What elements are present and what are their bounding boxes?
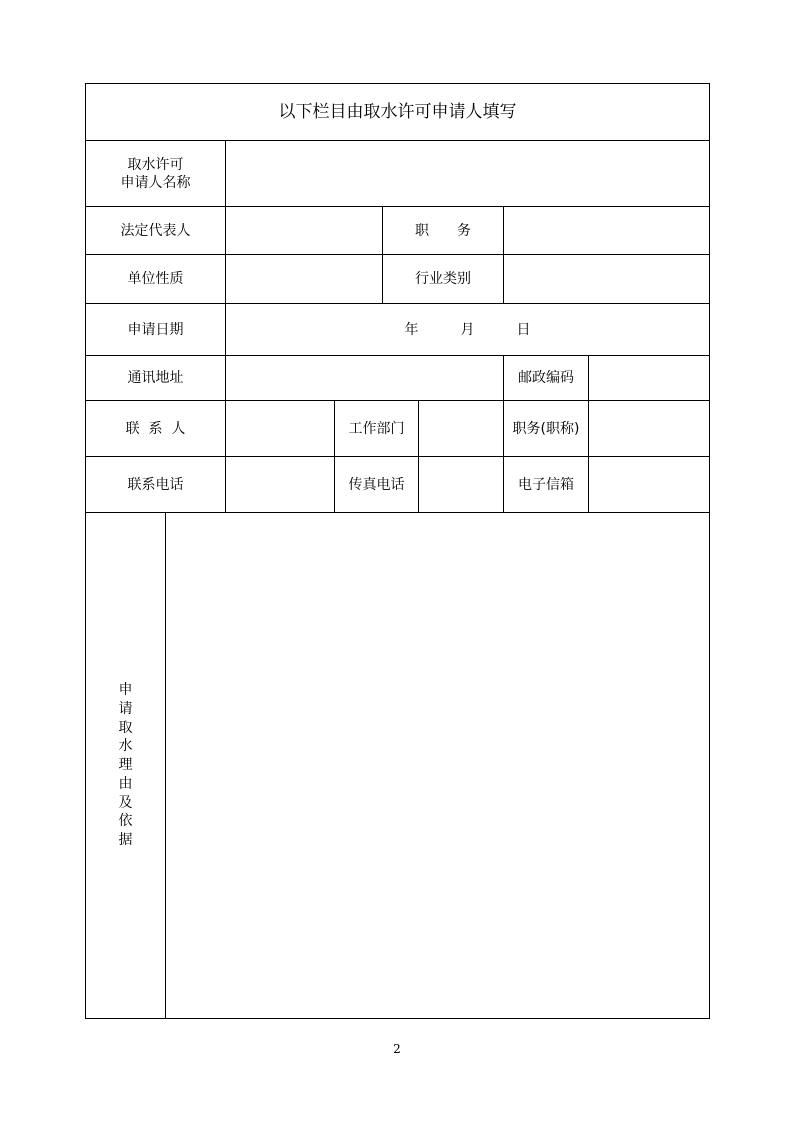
unit-nature-field[interactable] [226, 255, 382, 303]
legal-rep-field[interactable] [226, 207, 382, 254]
email-field[interactable] [589, 457, 709, 512]
reason-char: 申 [118, 682, 133, 699]
reason-char: 由 [118, 775, 133, 792]
form-title: 以下栏目由取水许可申请人填写 [278, 102, 517, 122]
reason-char: 请 [118, 701, 133, 718]
reason-char: 依 [118, 813, 133, 830]
legal-rep-label: 法定代表人 [120, 222, 191, 239]
address-label: 通讯地址 [127, 370, 184, 386]
phone-label: 联系电话 [127, 476, 184, 493]
title-rank-label: 职务(职称) [512, 420, 580, 437]
industry-field[interactable] [504, 255, 709, 303]
applicant-name-label [86, 141, 225, 206]
unit-nature-label: 单位性质 [127, 271, 184, 287]
fax-label: 传真电话 [348, 476, 405, 493]
reason-char: 水 [118, 738, 133, 755]
applicant-name-label-line2: 申请人名称 [120, 174, 191, 191]
industry-label: 行业类别 [415, 271, 471, 287]
reason-char: 取 [118, 719, 133, 736]
contact-field[interactable] [226, 401, 334, 456]
contact-label: 联 系 人 [125, 420, 186, 437]
department-label: 工作部门 [348, 420, 405, 437]
position-label: 职 务 [415, 222, 471, 239]
reason-char: 及 [118, 794, 133, 811]
applicant-name-field[interactable] [226, 141, 709, 206]
address-field[interactable] [226, 356, 503, 400]
phone-field[interactable] [226, 457, 334, 512]
reason-char: 理 [118, 757, 133, 774]
apply-date-label: 申请日期 [127, 321, 184, 338]
apply-date-field[interactable]: 年 月 日 [404, 321, 531, 338]
department-field[interactable] [419, 401, 503, 456]
postcode-label: 邮政编码 [518, 370, 574, 386]
title-rank-field[interactable] [589, 401, 709, 456]
reason-label [86, 513, 165, 1018]
fax-field[interactable] [419, 457, 503, 512]
page-number: 2 [393, 1042, 401, 1056]
position-field[interactable] [504, 207, 709, 254]
applicant-name-label-line1: 取水许可 [127, 156, 184, 173]
postcode-field[interactable] [589, 356, 709, 400]
application-form [85, 83, 710, 1019]
reason-field[interactable] [166, 513, 709, 1018]
reason-char: 据 [118, 831, 133, 848]
email-label: 电子信箱 [518, 476, 574, 493]
